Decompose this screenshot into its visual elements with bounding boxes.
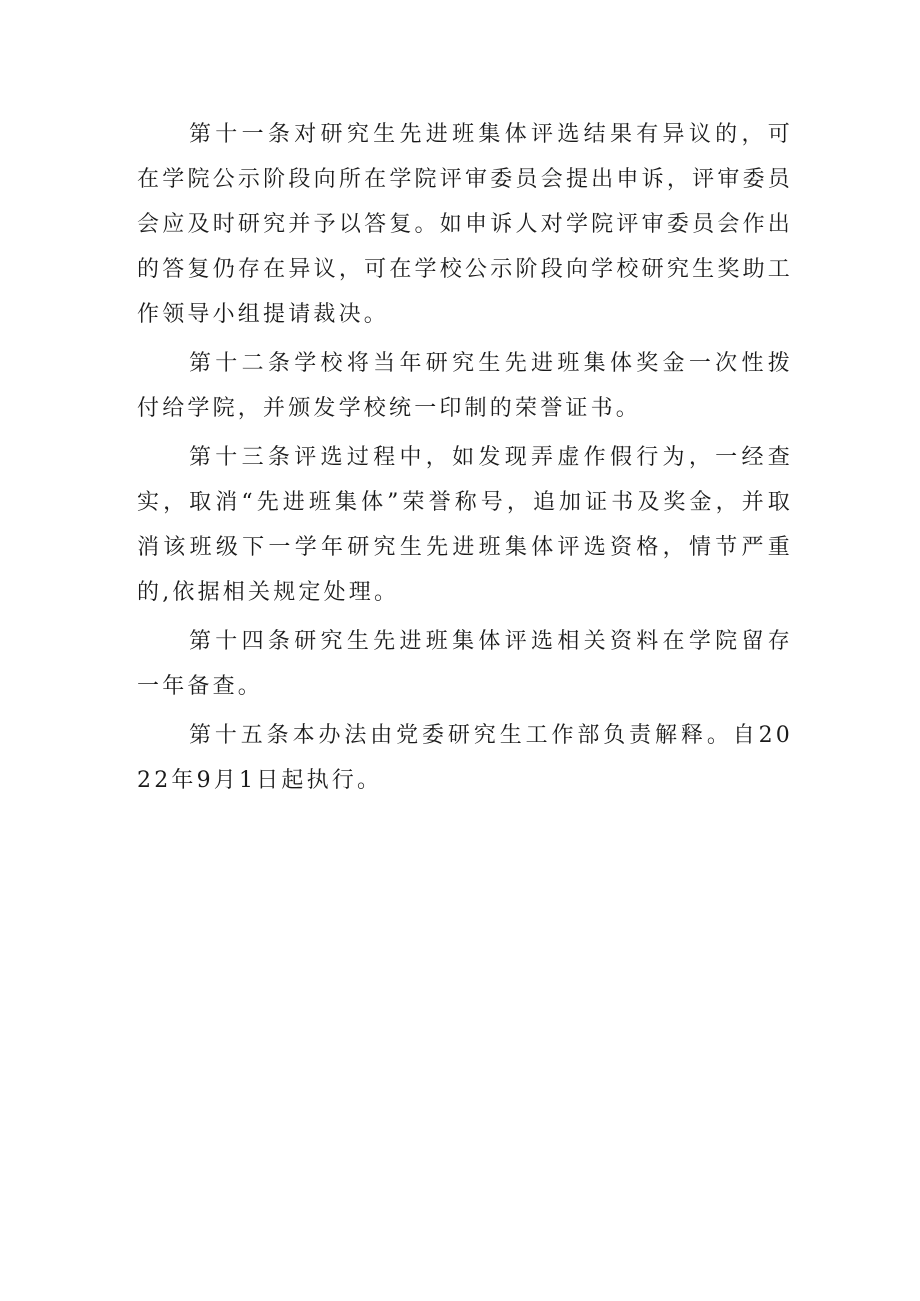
article-12-paragraph: 第十二条学校将当年研究生先进班集体奖金一次性拨付给学院，并颁发学校统一印制的荣誉证书。	[137, 351, 793, 421]
article-13-paragraph: 第十三条评选过程中，如发现弄虚作假行为，一经查实，取消“先进班集体”荣誉称号，追加证书及奖金，并取消该班级下一学年研究生先进班集体评选资格，情节严重的,依据相关规定处理。	[137, 445, 793, 605]
article-14-paragraph: 第十四条研究生先进班集体评选相关资料在学院留存一年备查。	[137, 629, 793, 699]
article-11-paragraph: 第十一条对研究生先进班集体评选结果有异议的，可在学院公示阶段向所在学院评审委员会提出申诉，评审委员会应及时研究并予以答复。如申诉人对学院评审委员会作出的答复仍存在异议，可在学校公示阶段向学校研究生奖助工作领导小组提请裁决。	[137, 122, 793, 327]
document-body	[137, 112, 793, 803]
article-15-paragraph: 第十五条本办法由党委研究生工作部负责解释。自2022年9月1日起执行。	[137, 723, 793, 793]
